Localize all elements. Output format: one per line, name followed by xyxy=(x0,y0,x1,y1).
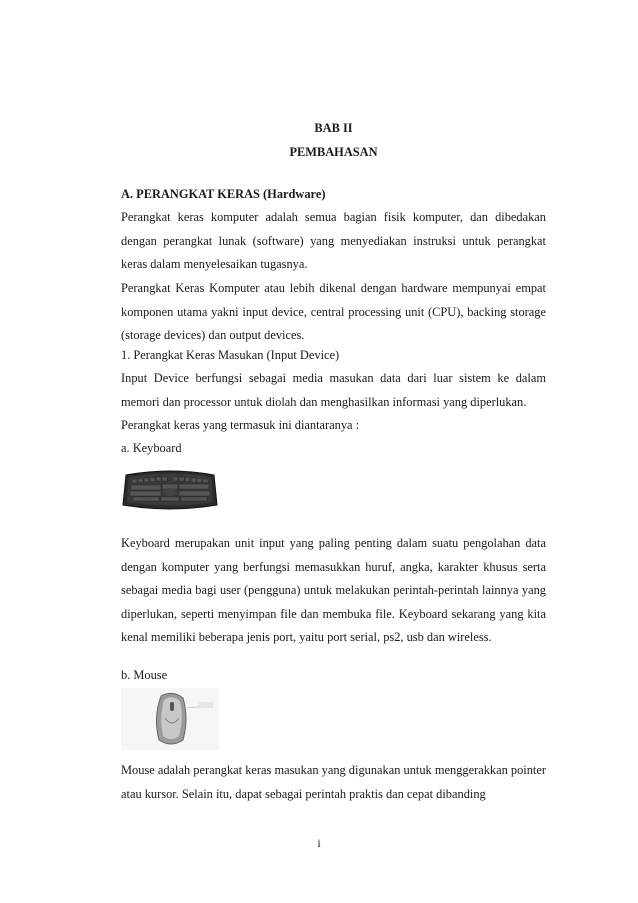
input-device-heading: 1. Perangkat Keras Masukan (Input Device) xyxy=(121,348,340,362)
input-device-paragraph: Input Device berfungsi sebagai media masukan data dari luar sistem ke dalam memori dan processor untuk diolah dan menghasilkan informasi yang diperlukan. xyxy=(121,371,546,409)
keyboard-paragraph: Keyboard merupakan unit input yang paling penting dalam suatu pengolahan data dengan komputer yang berfungsi memasukkan huruf, angka, karakter khusus serta sebagai media bagi user (pengguna) untuk melakukan perintah-perintah lainnya yang diperlukan, seperti menyimpan file dan membuka file. Keyboard sekarang yang kita kenal memiliki beberapa jenis port, yaitu port serial, ps2, usb dan wireless. xyxy=(121,536,546,645)
page-number: i xyxy=(317,836,321,850)
section-a-paragraph-1: Perangkat keras komputer adalah semua bagian fisik komputer, dan dibedakan dengan perangkat lunak (software) yang menyediakan instruksi untuk perangkat keras dalam menyelesaikan tugasnya. xyxy=(121,210,546,272)
input-device-list-intro: Perangkat keras yang termasuk ini diantaranya : xyxy=(121,418,360,432)
section-a-paragraph-2: Perangkat Keras Komputer atau lebih dikenal dengan hardware mempunyai empat komponen utama yakni input device, central processing unit (CPU), backing storage (storage devices) dan output devices. xyxy=(121,281,546,343)
section-a-heading: A. PERANGKAT KERAS (Hardware) xyxy=(121,187,326,201)
keyboard-label: a. Keyboard xyxy=(121,441,182,455)
keyboard-image xyxy=(121,465,219,515)
mouse-label: b. Mouse xyxy=(121,668,168,682)
chapter-title: PEMBAHASAN xyxy=(289,145,378,159)
mouse-paragraph: Mouse adalah perangkat keras masukan yang digunakan untuk menggerakkan pointer atau kursor. Selain itu, dapat sebagai perintah praktis dan cepat dibanding xyxy=(121,763,546,801)
mouse-image xyxy=(121,688,219,750)
chapter-label: BAB II xyxy=(314,121,353,135)
